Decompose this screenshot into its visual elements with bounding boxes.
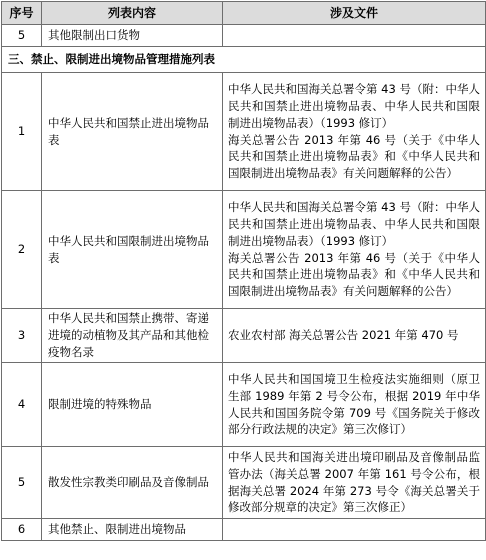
section-row	[2, 47, 486, 73]
row-index: 3	[2, 309, 42, 363]
row-index: 1	[2, 73, 42, 191]
table-row	[2, 73, 486, 191]
header-row	[2, 2, 486, 25]
table-row	[2, 309, 486, 363]
row-content: 中华人民共和国禁止携带、寄递进境的动植物及其产品和其他检疫物名录	[42, 309, 223, 363]
header-documents: 涉及文件	[223, 2, 486, 25]
measures-table	[1, 1, 486, 541]
document-entry: 中华人民共和国海关总署令第 43 号（附：中华人民共和国禁止进出境物品表、中华人民共和国限制进出境物品表）（1993 修订）	[228, 200, 480, 248]
row-documents	[223, 25, 486, 47]
row-documents	[223, 519, 486, 541]
row-index: 4	[2, 363, 42, 447]
table-row	[2, 447, 486, 519]
header-content: 列表内容	[42, 2, 223, 25]
table-body	[2, 25, 486, 541]
row-content: 散发性宗教类印刷品及音像制品	[42, 447, 223, 519]
header-index: 序号	[2, 2, 42, 25]
row-index: 6	[2, 519, 42, 541]
row-content: 限制进境的特殊物品	[42, 363, 223, 447]
row-documents	[223, 73, 486, 191]
row-documents	[223, 363, 486, 447]
document-entry: 海关总署公告 2013 年第 46 号（关于《中华人民共和国禁止进出境物品表》和《中华人民共和国限制进出境物品表》有关问题解释的公告）	[228, 250, 480, 299]
row-documents	[223, 191, 486, 309]
table-row	[2, 519, 486, 541]
row-index: 5	[2, 25, 42, 47]
row-index: 2	[2, 191, 42, 309]
table-header	[2, 2, 486, 25]
row-index: 5	[2, 447, 42, 519]
table-row	[2, 191, 486, 309]
document-entry: 中华人民共和国海关总署令第 43 号（附：中华人民共和国禁止进出境物品表、中华人民共和国限制进出境物品表）（1993 修订）	[228, 82, 480, 130]
document-entry: 海关总署公告 2013 年第 46 号（关于《中华人民共和国禁止进出境物品表》和《中华人民共和国限制进出境物品表》有关问题解释的公告）	[228, 132, 480, 181]
section-title: 三、禁止、限制进出境物品管理措施列表	[2, 47, 486, 73]
row-content: 中华人民共和国限制进出境物品表	[42, 191, 223, 309]
document-entry: 农业农村部 海关总署公告 2021 年第 470 号	[228, 328, 459, 343]
document-entry: 中华人民共和国海关进出境印刷品及音像制品监管办法（海关总署 2007 年第 161 号令公布，根据海关总署 2024 年第 273 号令《海关总署关于修改部分规章的决定》第三次修正）	[228, 449, 480, 515]
table-row	[2, 25, 486, 47]
regulation-table-page	[1, 1, 485, 541]
row-documents	[223, 447, 486, 519]
row-documents	[223, 309, 486, 363]
row-content: 中华人民共和国禁止进出境物品表	[42, 73, 223, 191]
row-content: 其他限制出口货物	[42, 25, 223, 47]
table-row	[2, 363, 486, 447]
row-content: 其他禁止、限制进出境物品	[42, 519, 223, 541]
document-entry: 中华人民共和国国境卫生检疫法实施细则（原卫生部 1989 年第 2 号令公布，根据 2019 年中华人民共和国国务院令第 709 号《国务院关于修改部分行政法规的决定》第三次修订）	[228, 371, 480, 437]
